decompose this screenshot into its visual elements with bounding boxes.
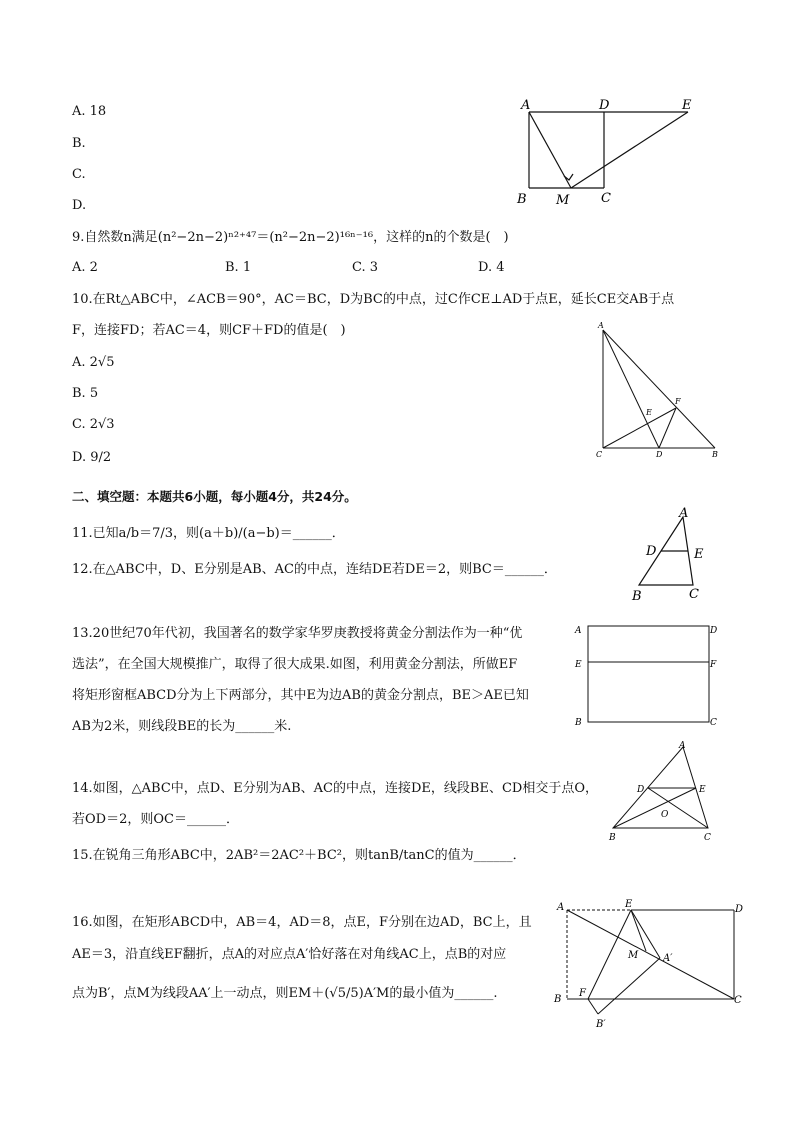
q10-label-f: F [675,397,681,406]
q9-option-d: D. 4 [478,260,505,275]
q13-label-d: D [710,626,718,636]
q10-option-b: B. 5 [72,386,99,401]
section-heading: 二、填空题：本题共6小题，每小题4分，共24分。 [72,489,357,504]
q10-label-e: E [646,408,652,417]
q16-label-d: D [735,904,744,915]
q12-stem: 12.在△ABC中，D、E分别是AB、AC的中点，连结DE若DE＝2，则BC＝______． [72,562,557,577]
q10-option-c: C. 2√3 [72,417,115,432]
q11-stem: 11.已知a/b＝7/3，则(a＋b)/(a−b)＝______． [72,526,345,541]
q16-label-b-prime: B′ [596,1019,606,1030]
q9-option-b: B. 1 [225,260,252,275]
q14-figure [600,738,725,848]
q8-option-a: A. 18 [72,104,107,119]
q14-line-2: 若OD＝2，则OC＝______． [72,812,239,827]
q10-figure [590,318,730,463]
q8-option-b: B. [72,136,86,151]
q13-figure [570,620,730,730]
q14-label-c: C [704,833,711,843]
q8-label-e: E [682,98,692,113]
q16-label-b: B [554,994,562,1005]
q14-label-o: O [661,810,669,820]
q8-label-d: D [599,98,610,113]
q13-label-c: C [710,718,717,728]
q13-label-e: E [575,660,582,670]
q16-label-f: F [579,988,586,999]
q13-line-4: AB为2米，则线段BE的长为______米. [72,719,292,734]
q13-line-3: 将矩形窗框ABCD分为上下两部分，其中E为边AB的黄金分割点，BE＞AE已知 [72,688,529,703]
q13-label-b: B [575,718,582,728]
q9-stem: 9.自然数n满足(n²−2n−2)ⁿ²⁺⁴⁷＝(n²−2n−2)¹⁶ⁿ⁻¹⁶，这样的n的个数是( ) [72,230,509,245]
q8-figure [510,92,710,207]
q12-label-a: A [679,506,689,521]
q16-label-m: M [628,950,639,961]
q14-line-1: 14.如图，△ABC中，点D、E分别为AB、AC的中点，连接DE，线段BE、CD相交于点O， [72,781,598,796]
q16-label-a-prime: A′ [663,953,673,964]
q16-label-e: E [625,899,633,910]
q8-label-b: B [517,192,527,207]
q9-option-c: C. 3 [352,260,379,275]
q12-label-d: D [646,544,657,559]
q15-stem: 15.在锐角三角形ABC中，2AB²＝2AC²＋BC²，则tanB/tanC的值为______． [72,848,526,863]
q9-option-a: A. 2 [72,260,98,275]
q14-label-a: A [679,741,686,751]
q14-label-e: E [699,785,706,795]
q8-option-c: C. [72,167,86,182]
q10-option-a: A. 2√5 [72,355,115,370]
q14-label-b: B [609,833,616,843]
q10-label-c: C [596,450,603,459]
q8-label-a: A [521,98,531,113]
q16-line-2: AE＝3，沿直线EF翻折，点A的对应点A′恰好落在对角线AC上，点B的对应 [72,947,507,962]
q8-label-m: M [556,193,570,208]
q12-label-e: E [694,547,704,562]
q8-label-c: C [601,191,611,206]
q10-line-1: 10.在Rt△ABC中，∠ACB＝90°，AC＝BC，D为BC的中点，过C作CE⊥AD于点E，延长CE交AB于点 [72,292,675,307]
q16-line-1: 16.如图，在矩形ABCD中，AB＝4，AD＝8，点E，F分别在边AD，BC上，且 [72,915,532,930]
q16-label-a: A [557,902,565,913]
q16-figure [550,895,750,1035]
q13-label-a: A [575,626,582,636]
q10-option-d: D. 9/2 [72,450,112,465]
q14-label-d: D [637,785,645,795]
q10-label-d: D [656,450,663,459]
q13-label-f: F [710,660,717,670]
q12-label-c: C [689,587,699,602]
q10-label-a: A [598,321,604,330]
q10-label-b: B [712,450,718,459]
q8-option-d: D. [72,198,87,213]
q13-line-1: 13.20世纪70年代初，我国著名的数学家华罗庚教授将黄金分割法作为一种“优 [72,626,523,641]
q12-label-b: B [632,589,642,604]
q13-line-2: 选法”，在全国大规模推广，取得了很大成果.如图，利用黄金分割法，所做EF [72,657,518,672]
q12-figure [625,505,715,605]
q10-line-2: F，连接FD；若AC＝4，则CF＋FD的值是( ) [72,323,346,338]
q16-line-3: 点为B′，点M为线段AA′上一动点，则EM＋(√5/5)A′M的最小值为______. [72,986,498,1001]
q16-label-c: C [734,995,742,1006]
